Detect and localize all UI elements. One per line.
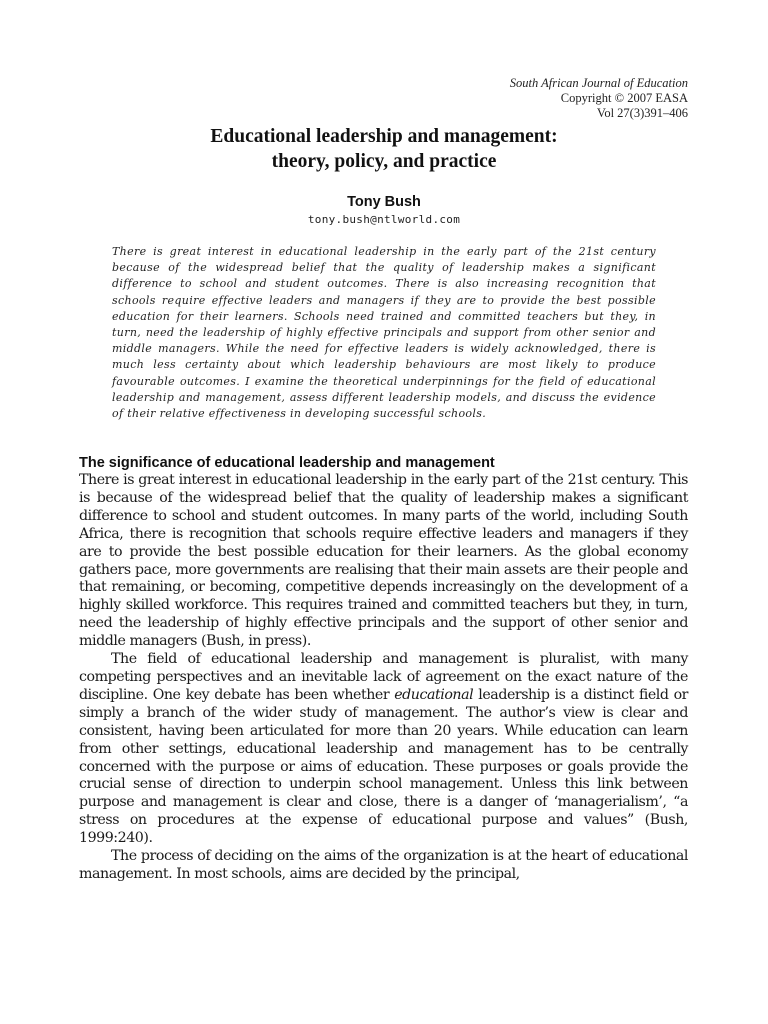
- paragraph-2: [79, 651, 688, 848]
- journal-info: [510, 76, 688, 121]
- paragraph-2-end: leadership is a distinct field or simply a branch of the wider study of management. The author’s view is clear and consistent, having been articulated for more than 20 years. While education can learn from other settings, educational leadership and management has to be centrally concerned with the purpose or aims of education. These purposes or goals provide the crucial sense of direction to underpin school management. Unless this link between purpose and management is clear and close, there is a danger of ‘managerialism’, “a stress on procedures at the expense of educational purpose and values” (Bush, 1999:240).: [79, 686, 688, 847]
- author-email: tony.bush@ntlworld.com: [307, 213, 461, 226]
- journal-copyright: Copyright © 2007 EASA: [560, 91, 688, 105]
- article-title: [0, 124, 768, 174]
- article-title-line1: Educational leadership and management:: [210, 126, 558, 147]
- section-heading: The significance of educational leadership and management: [79, 455, 495, 471]
- journal-volume: Vol 27(3)391–406: [596, 106, 688, 120]
- author-name: Tony Bush: [347, 194, 421, 210]
- paragraph-3: The process of deciding on the aims of the organization is at the heart of educational management. In most schools, aims are decided by the principal,: [79, 848, 688, 882]
- body-text: [79, 472, 688, 884]
- paragraph-2-emphasis: educational: [394, 686, 474, 703]
- paragraph-2-start: The field of educational leadership and management is pluralist, with many competing perspectives and an inevitable lack of agreement on the exact nature of the discipline. One key debate has been whether: [79, 651, 688, 703]
- article-title-line2: theory, policy, and practice: [271, 151, 497, 172]
- journal-name: South African Journal of Education: [509, 76, 688, 90]
- abstract: There is great interest in educational leadership in the early part of the 21st century because of the widespread belief that the quality of leadership makes a significant difference to school and student outcomes. There is also increasing recognition that schools require effective leaders and managers if they are to provide the best possible education for their learners. Schools need trained and committed teachers but they, in turn, need the leadership of highly effective principals and support from other senior and middle managers. While the need for effective leaders is widely acknowledged, there is much less certainty about which leadership behaviours are most likely to produce favourable outcomes. I examine the theoretical underpinnings for the field of educational leadership and management, assess different leadership models, and discuss the evidence of their relative effectiveness in developing successful schools.: [112, 245, 656, 421]
- paragraph-1: There is great interest in educational leadership in the early part of the 21st century. This is because of the widespread belief that the quality of leadership makes a significant difference to school and student outcomes. In many parts of the world, including South Africa, there is recognition that schools require effective leaders and managers if they are to provide the best possible education for their learners. As the global economy gathers pace, more governments are realising that their main assets are their people and that remaining, or becoming, competitive depends increasingly on the development of a highly skilled workforce. This requires trained and committed teachers but they, in turn, need the leadership of highly effective principals and the support of other senior and middle managers (Bush, in press).: [79, 472, 688, 650]
